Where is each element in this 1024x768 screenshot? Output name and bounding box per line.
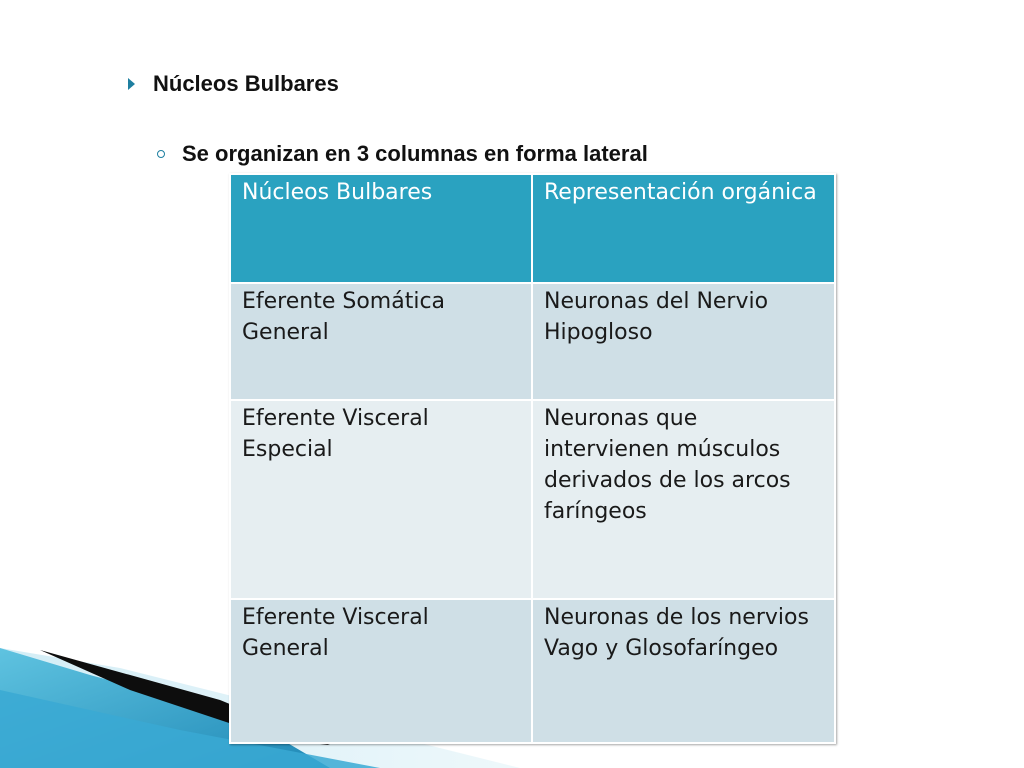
table-row <box>230 599 835 743</box>
triangle-bullet-icon <box>128 78 135 90</box>
table-cell: Eferente Somática General <box>230 283 532 400</box>
table-cell: Eferente Visceral General <box>230 599 532 743</box>
bullet-main <box>128 71 339 97</box>
table-header-cell: Representación orgánica <box>532 174 835 283</box>
table-cell: Neuronas del Nervio Hipogloso <box>532 283 835 400</box>
bullet-sub-text: Se organizan en 3 columnas en forma lateral <box>182 141 648 166</box>
nuclei-table <box>229 173 836 744</box>
bullet-main-text: Núcleos Bulbares <box>153 71 339 96</box>
table-cell: Neuronas de los nervios Vago y Glosofaríngeo <box>532 599 835 743</box>
table-header-cell: Núcleos Bulbares <box>230 174 532 283</box>
bullet-sub <box>157 141 648 167</box>
table-cell: Eferente Visceral Especial <box>230 400 532 599</box>
table-row <box>230 400 835 599</box>
table-cell: Neuronas que intervienen músculos derivados de los arcos faríngeos <box>532 400 835 599</box>
table-row <box>230 283 835 400</box>
circle-bullet-icon <box>157 150 165 158</box>
table-header-row <box>230 174 835 283</box>
